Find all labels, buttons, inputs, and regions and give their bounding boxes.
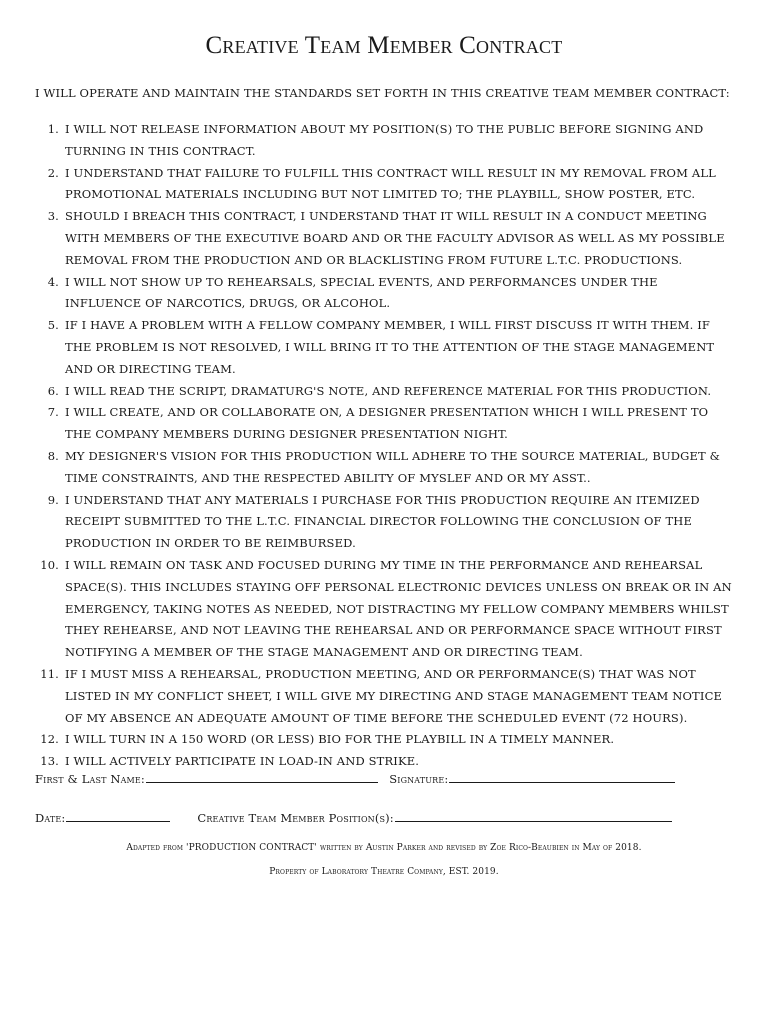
term-text: I WILL CREATE, AND OR COLLABORATE ON, A DESIGNER PRESENTATION WHICH I WILL PRESENT TO THE COMPANY MEMBERS DURING DESIGNER PRESENTATION NIGHT. — [65, 405, 709, 442]
term-number: 1. — [47, 122, 59, 136]
contract-term-item — [35, 206, 735, 271]
term-text: SHOULD I BREACH THIS CONTRACT, I UNDERSTAND THAT IT WILL RESULT IN A CONDUCT MEETING WITH MEMBERS OF THE EXECUTIVE BOARD AND OR THE FACULTY ADVISOR AS WELL AS MY POSSIBLE REMOVAL FROM THE PRODUCTION AND OR BLACKLISTING FROM FUTURE L.T.C. PRODUCTIONS. — [65, 209, 725, 267]
signature-blank-line[interactable] — [449, 770, 675, 783]
property-notice: Property of Laboratory Theatre Company, EST. 2019. — [269, 867, 499, 877]
term-number: 12. — [40, 732, 59, 747]
term-number: 11. — [40, 666, 59, 681]
term-number: 2. — [47, 165, 59, 180]
contract-term-item — [35, 163, 735, 207]
term-number: 4. — [47, 274, 59, 289]
contract-term-item — [35, 446, 735, 490]
term-text: I WILL NOT SHOW UP TO REHEARSALS, SPECIAL EVENTS, AND PERFORMANCES UNDER THE INFLUENCE OF NARCOTICS, DRUGS, OR ALCOHOL. — [65, 274, 658, 311]
term-number: 9. — [47, 492, 59, 507]
contract-term-item — [35, 555, 735, 664]
contract-term-item — [35, 315, 735, 380]
term-number: 10. — [40, 557, 59, 572]
term-number: 8. — [47, 448, 59, 463]
term-text: I WILL REMAIN ON TASK AND FOCUSED DURING MY TIME IN THE PERFORMANCE AND REHEARSAL SPACE(S). THIS INCLUDES STAYING OFF PERSONAL ELECTRONIC DEVICES UNLESS ON BREAK OR IN AN EMERGENCY, TAKING NOTES AS NEEDED, NOT DISTRACTING MY FELLOW COMPANY MEMBERS WHILST THEY REHEARSE, AND NOT LEAVING THE REHEARSAL AND OR PERFORMANCE SPACE WITHOUT FIRST NOTIFYING A MEMBER OF THE STAGE MANAGEMENT AND OR DIRECTING TEAM. — [65, 557, 732, 660]
term-text: IF I MUST MISS A REHEARSAL, PRODUCTION MEETING, AND OR PERFORMANCE(S) THAT WAS NOT LISTED IN MY CONFLICT SHEET, I WILL GIVE MY DIRECTING AND STAGE MANAGEMENT TEAM NOTICE OF MY ABSENCE AN ADEQUATE AMOUNT OF TIME BEFORE THE SCHEDULED EVENT (72 HOURS). — [65, 666, 723, 725]
contract-term-item — [35, 381, 735, 403]
contract-term-item — [35, 490, 735, 555]
date-label: Date: — [35, 811, 66, 825]
term-number: 3. — [47, 209, 59, 224]
intro-statement: I WILL OPERATE AND MAINTAIN THE STANDARDS SET FORTH IN THIS CREATIVE TEAM MEMBER CONTRACT: — [35, 86, 730, 100]
date-position-row — [35, 809, 672, 825]
contract-term-item — [35, 729, 735, 751]
term-text: I UNDERSTAND THAT FAILURE TO FULFILL THIS CONTRACT WILL RESULT IN MY REMOVAL FROM ALL PROMOTIONAL MATERIALS INCLUDING BUT NOT LIMITED TO; THE PLAYBILL, SHOW POSTER, ETC. — [65, 165, 716, 202]
term-text: I WILL NOT RELEASE INFORMATION ABOUT MY POSITION(S) TO THE PUBLIC BEFORE SIGNING AND TURNING IN THIS CONTRACT. — [65, 122, 704, 158]
document-title: Creative Team Member Contract — [205, 32, 563, 59]
contract-term-item — [35, 272, 735, 316]
term-number: 6. — [47, 383, 59, 398]
contract-term-item — [35, 402, 735, 446]
position-blank-line[interactable] — [395, 809, 672, 822]
date-blank-line[interactable] — [66, 809, 170, 822]
adaptation-credit: Adapted from 'PRODUCTION CONTRACT' written by Austin Parker and revised by Zoe Rico-Beaubien in May of 2018. — [126, 843, 642, 853]
signature-label: Signature: — [389, 772, 449, 786]
term-text: IF I HAVE A PROBLEM WITH A FELLOW COMPANY MEMBER, I WILL FIRST DISCUSS IT WITH THEM. IF THE PROBLEM IS NOT RESOLVED, I WILL BRING IT TO THE ATTENTION OF THE STAGE MANAGEMENT AND OR DIRECTING TEAM. — [65, 318, 715, 376]
position-label: Creative Team Member Position(s): — [197, 811, 394, 825]
contract-terms-list — [35, 119, 735, 773]
contract-term-item — [35, 119, 735, 163]
name-label: First & Last Name: — [35, 772, 145, 786]
contract-term-item — [35, 664, 735, 729]
term-text: I WILL TURN IN A 150 WORD (OR LESS) BIO FOR THE PLAYBILL IN A TIMELY MANNER. — [65, 732, 615, 747]
name-signature-row — [35, 770, 675, 786]
term-text: I UNDERSTAND THAT ANY MATERIALS I PURCHASE FOR THIS PRODUCTION REQUIRE AN ITEMIZED RECEIPT SUBMITTED TO THE L.T.C. FINANCIAL DIRECTOR FOLLOWING THE CONCLUSION OF THE PRODUCTION IN ORDER TO BE REIMBURSED. — [65, 492, 700, 551]
term-number: 7. — [47, 405, 59, 420]
term-number: 13. — [40, 754, 59, 769]
term-text: I WILL READ THE SCRIPT, DRAMATURG'S NOTE, AND REFERENCE MATERIAL FOR THIS PRODUCTION. — [65, 383, 712, 398]
name-blank-line[interactable] — [146, 770, 378, 783]
term-text: MY DESIGNER'S VISION FOR THIS PRODUCTION WILL ADHERE TO THE SOURCE MATERIAL, BUDGET & TIME CONSTRAINTS, AND THE RESPECTED ABILITY OF MYSLEF AND OR MY ASST.. — [65, 448, 721, 485]
term-text: I WILL ACTIVELY PARTICIPATE IN LOAD-IN AND STRIKE. — [65, 754, 420, 769]
term-number: 5. — [47, 318, 59, 333]
